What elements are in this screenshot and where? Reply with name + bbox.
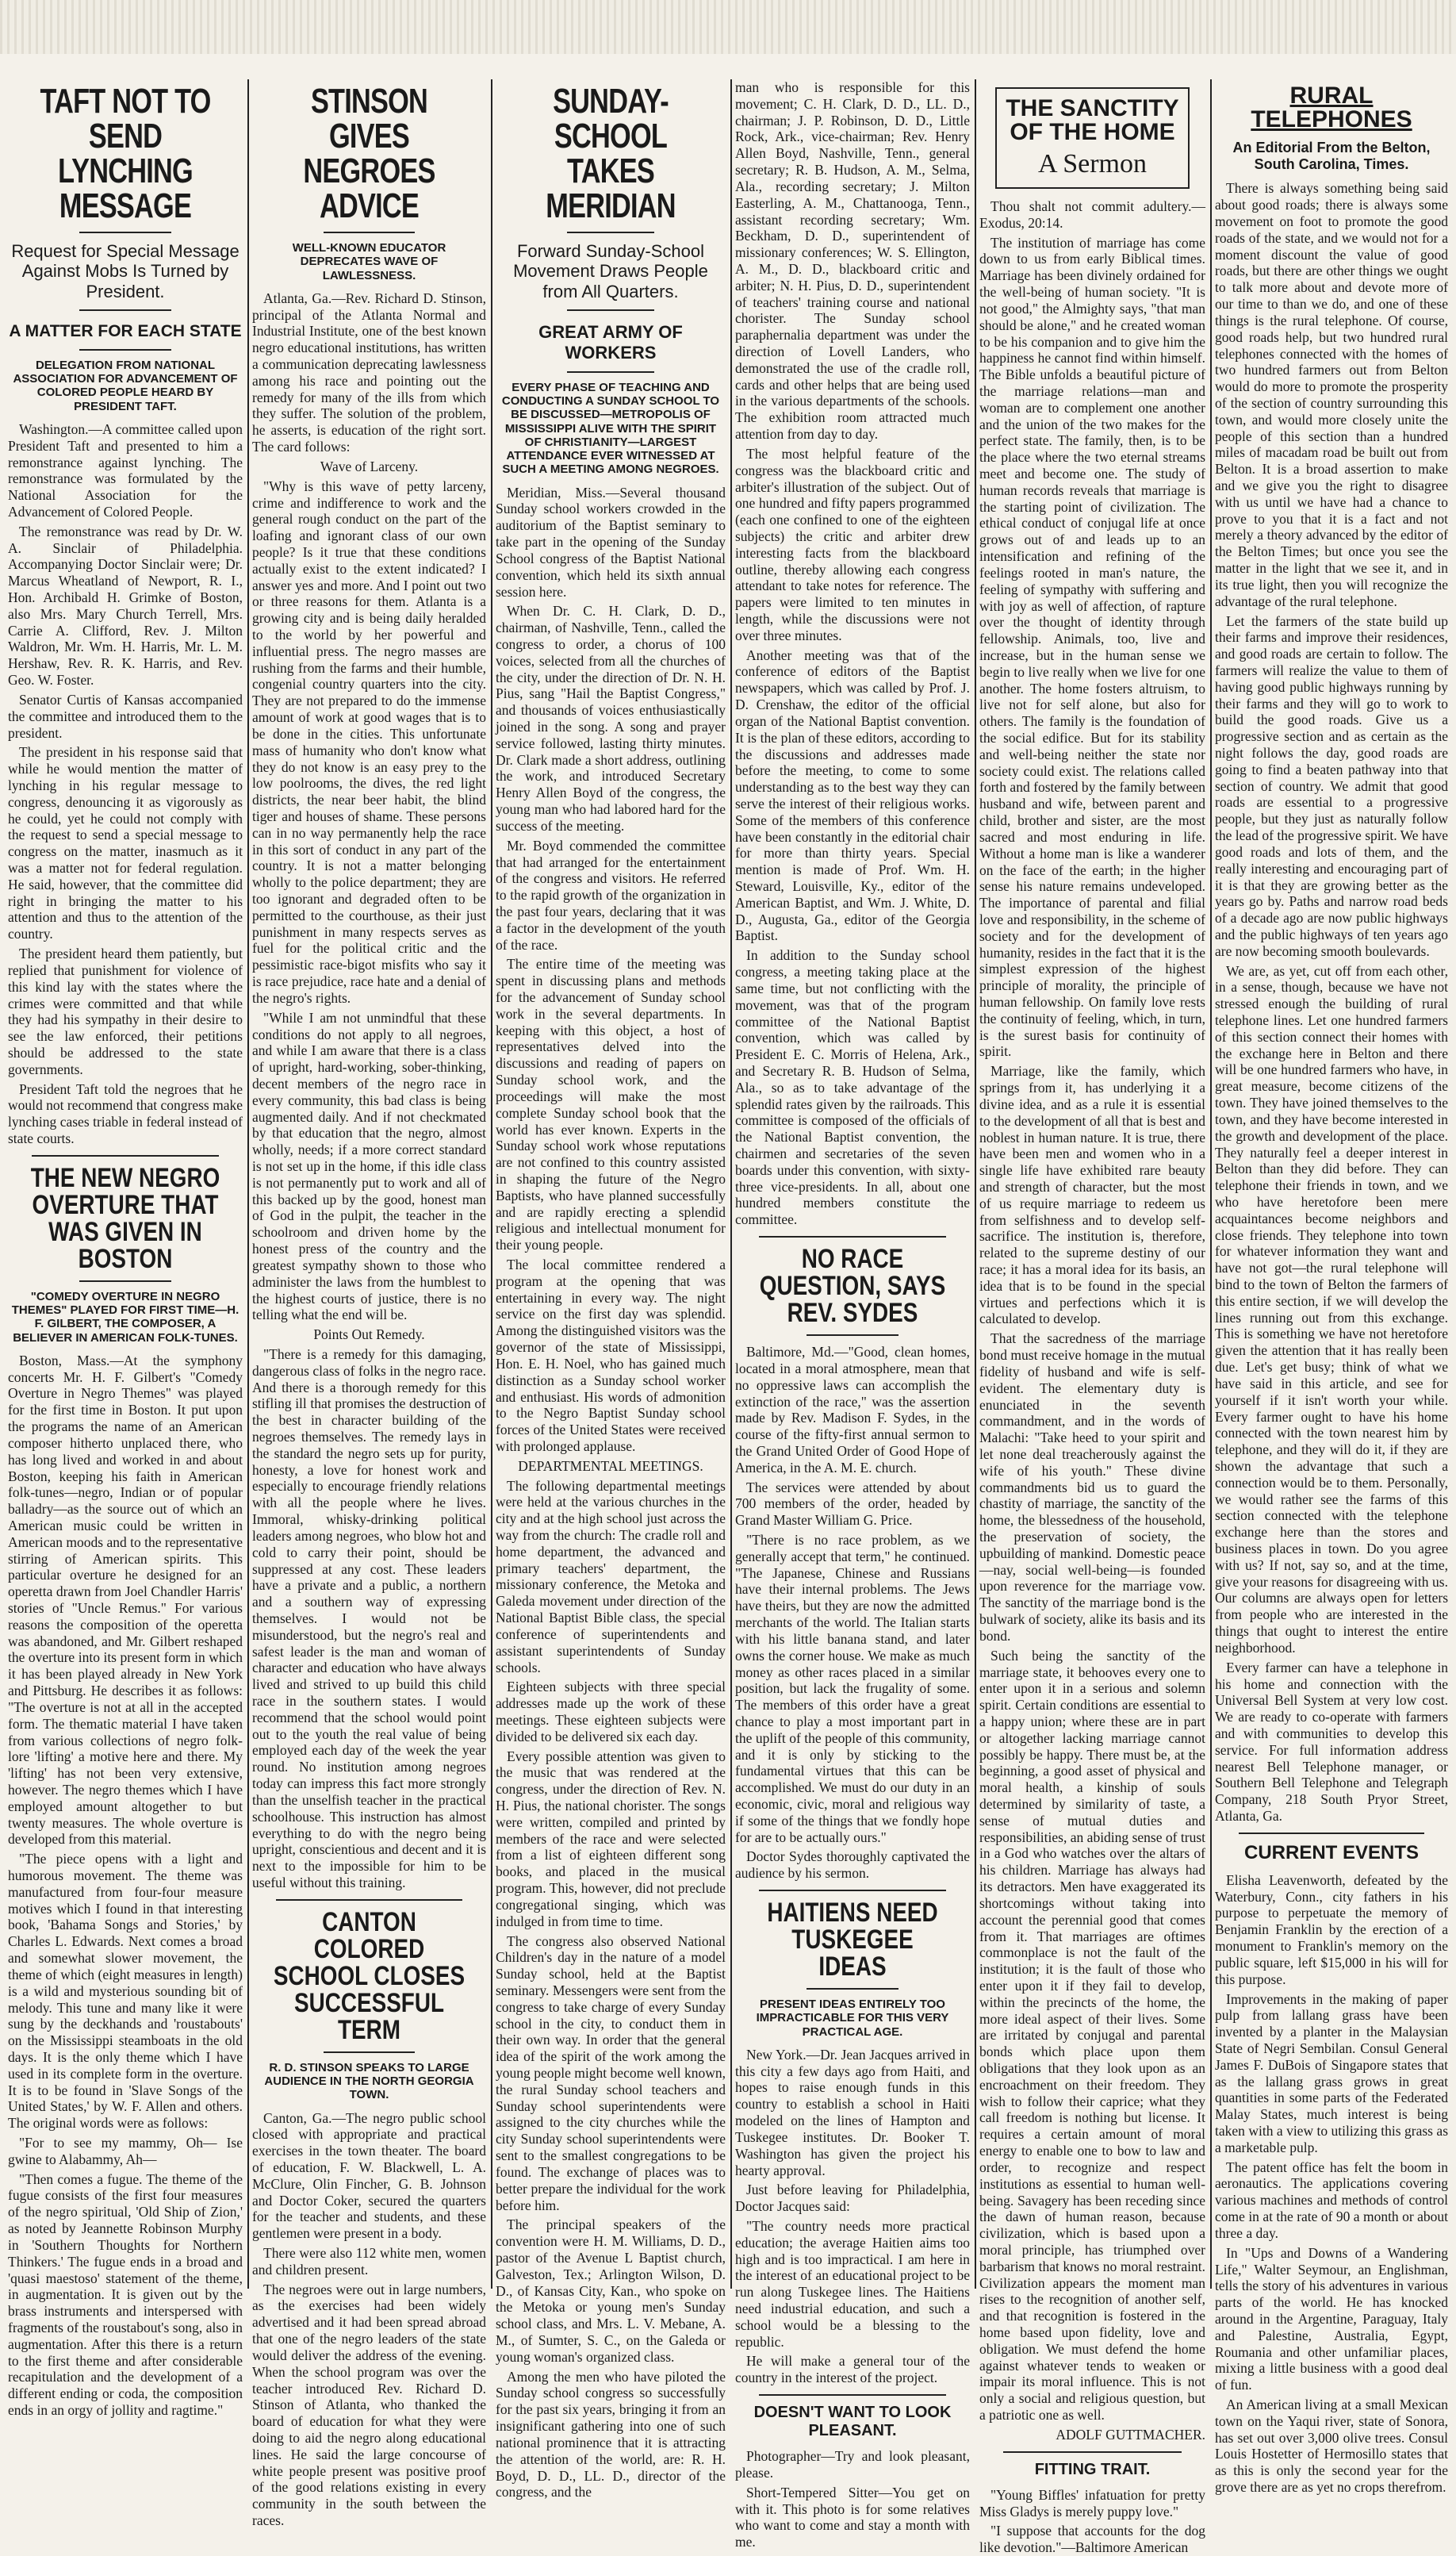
paragraph: The congress also observed National Children's day in the nature of a model Sunday school, held at the Baptist seminary. Messengers were sent from the congress to take charge of every Sunday school in the city, to conduct them in their own way. In order that the general idea of the spirit of the work among the young people might become well known, the rural Sunday school teachers and Sunday school superintendents were assigned to the city churches while the city Sunday school superintendents were sent to the smallest congregations to be found. The exchange of places was to better prepare the individual for the work before him. bbox=[496, 1932, 726, 2213]
paragraph: The patent office has felt the boom in aeronautics. The applications covering various machines and methods of control come in at the rate of 90 a month or about three a day. bbox=[1215, 2159, 1448, 2241]
paragraph: The entire time of the meeting was spent in discussing plans and methods for the advancement of Sunday school work in the several departments. In keeping with this object, a host of representatives delved into the discussions and reading of papers on Sunday school work, and the proceedings will make the most complete Sunday school book that the world has ever known. Experts in the Sunday school work whose reputations are not confined to this country assisted in shaping the future of the Negro Baptists, who have planned successfully and are rapidly erecting a splendid religious and intellectual monument for their young people. bbox=[496, 956, 726, 1253]
article-canton bbox=[252, 1906, 486, 2529]
paragraph: Such being the sanctity of the marriage state, it behooves every one to enter upon it in a serious and solemn spirit. Certain conditions are essential to a happy union; where these are in part or altogether lacking marriage cannot possibly be happy. There must be, at the beginning, a good asset of physical and moral health, a kinship of souls determined by similarity of taste, a sense of mutual duties and responsibilities, an abiding sense of trust in a God who watches over the altars of his children. Marriage has always had its detractors. Men have exaggerated its shortcomings without taking into account the perennial good that comes from it. That marriages are oftimes commonplace is not the fault of the institution; it is the fault of those who enter upon it if they fail to develop, within the precincts of the home, the more ideal aspect of their lives. Some are irritated by conjugal and parental bonds which place upon them obligations that they look upon as an encroachment on their freedom. They wish to follow their caprice; what they call freedom is nothing but license. It requires a certain amount of moral energy to enable one to bow to law and order, to recognize and respect institutions as essential to human well-being. Savagery has been receding since the dawn of human reason, because civilization, which is based upon a moral principle, has triumphed over barbarism that knows no moral restraint. Civilization appears the moment man rises to the recognition of another self, and that recognition is fostered in the home based upon fidelity, love and obligation. We must defend the home against whatever tends to weaken or impair its moral influence. This is not only a social and religious question, but a patriotic one as well. bbox=[979, 1647, 1205, 2424]
paragraph: The services were attended by about 700 members of the order, headed by Grand Master William G. Price. bbox=[735, 1479, 970, 1529]
paragraph: Marriage, like the family, which springs from it, has underlying it a divine idea, and as a rule it is essential to the development of all that is best and noblest in human nature. It is true, there have been men and women who in a single life have exhibited rare beauty and strength of character, but the most of us require marriage to redeem us from selfishness and to develop self-sacrifice. The institution is, therefore, related to the supreme destiny of our race; it has a moral idea for its basis, an idea that is to be found in the special virtues and perfections which it is calculated to develop. bbox=[979, 1063, 1205, 1327]
divider bbox=[567, 371, 654, 373]
divider bbox=[79, 1280, 171, 1282]
paragraph: Meridian, Miss.—Several thousand Sunday school workers crowded in the auditorium of the Baptist seminary to take part in the opening of the Sunday School congress of the Baptist National convention, which held its sixth annual session here. bbox=[496, 484, 726, 600]
paragraph: The negroes were out in large numbers, as the exercises had been widely advertised and it had been spread abroad that one of the negro leaders of the state would deliver the address of the evening. When the school program was over the teacher introduced Rev. Richard D. Stinson of Atlanta, who thanked the board of education for what they were doing to aid the negro along educational lines. He said the large concourse of white people present was positive proof of the good relations existing in every community in the south between the races. bbox=[252, 2281, 486, 2528]
paragraph: "I suppose that accounts for the dog like devotion."—Baltimore American bbox=[979, 2523, 1205, 2556]
subdeck: DELEGATION FROM NATIONAL ASSOCIATION FOR ADVANCEMENT OF COLORED PEOPLE HEARD BY PRESIDENT TAFT. bbox=[13, 358, 238, 413]
paragraph: "Why is this wave of petty larceny, crime and indifference to work and the general rough conduct on the part of the loafing and ignorant class of our own people? Is it true that these conditions actually exist to the extent indicated? I answer yes and more. And I point out two or three reasons for them. Atlanta is a growing city and is being daily heralded to the world by her powerful and influential press. The negro masses are rushing from the farms and their humble, congenial country quarters into the city. They are not prepared to do the immense amount of work at good wages that is to be done in the cities. This unfortunate mass of humanity who don't know what they do not know is an easy prey to the low poolrooms, the dives, the red light districts, the near beer habit, the blind tiger and houses of shame. These persons can in no way permanently help the race in this sort of conduct in any part of the country. It is not a matter belonging wholly to the police department; they are too ignorant and degraded often to be permitted to the courthouse, as their just punishment in many respects serves as fuel for the political critic and the pessimistic race-bigot misfits who say it is race prejudice, race hate and a denial of the negro's rights. bbox=[252, 478, 486, 1006]
paragraph: The president heard them patiently, but replied that punishment for violence of this kind lay with the states where the crimes were committed and that while they had his sympathy in their desire to see the law enforced, their petitions should be addressed to the state governments. bbox=[8, 946, 243, 1077]
headline: FITTING TRAIT. bbox=[1034, 2460, 1151, 2478]
divider bbox=[759, 1236, 946, 1238]
paragraph: The following departmental meetings were held at the various churches in the city and at the high school just across the way from the church: The cradle roll and home department, the advanced and primary teachers' department, the missionary conference, the Metoka and Galeda movement under direction of the National Baptist Bible class, the special conference of superintendents and assistant superintendents of Sunday schools. bbox=[496, 1477, 726, 1675]
paragraph: When Dr. C. H. Clark, D. D., chairman, of Nashville, Tenn., called the congress to order, a chorus of 100 voices, selected from all the churches of the city, under the direction of Dr. N. H. Pius, sang "Hail the Baptist Congress," and thousands of voices enthusiastically joined in the song. A song and prayer service followed, lasting thirty minutes. Dr. Clark made a short address, outlining the work, and introduced Secretary Henry Allen Boyd of the congress, the young man who had labored hard for the success of the meeting. bbox=[496, 603, 726, 834]
column-5 bbox=[979, 79, 1205, 2556]
paragraph: The principal speakers of the convention were H. M. Williams, D. D., pastor of the Avenue L Baptist church, Galveston, Tex.; Arlington Wilson, D. D., of Kansas City, Kan., who spoke on the Metoka or young men's Sunday school class, and Mrs. L. V. Mebane, A. M., of Sumter, S. C., on the Galeda or young woman's organized class. bbox=[496, 2216, 726, 2365]
column-3 bbox=[496, 79, 726, 2500]
paragraph: Another meeting was that of the conference of editors of the Baptist newspapers, which was called by Prof. J. D. Crenshaw, the editor of the official organ of the National Baptist convention. It is the plan of these editors, according to the discussions and addresses made before the meeting, to come to some understanding as to the best way they can serve the interest of their religious works. Some of the members of this conference have been constantly in the editorial chair for more than thirty years. Special mention is made of Prof. Wm. H. Steward, Louisville, Ky., editor of the American Baptist, and Wm. J. White, D. D., Augusta, Ga., editor of the Georgia Baptist. bbox=[735, 647, 970, 944]
paragraph: Short-Tempered Sitter—You get on with it. This photo is for some relatives who want to come and stay a month with me. bbox=[735, 2484, 970, 2550]
paragraph: Among the men who have piloted the Sunday school congress so successfully for the past six years, bringing it from an insignificant gathering into one of such national prominence that it is attracting the attention of the world, are: R. H. Boyd, D. D., LL. D., director of the congress, and the bbox=[496, 2368, 726, 2500]
divider bbox=[567, 309, 654, 311]
paragraph: "While I am not unmindful that these conditions do not apply to all negroes, and while I am aware that there is a class of upright, hard-working, sober-thinking, decent members of the negro race in every community, this bad class is being augmented daily. And if not checkmated by that education that the negro, almost wholly, needs; if a more correct standard is not set up in the home, if this idle class is not permanently put to work and all of this backed up by the good, honest man of God in the pulpit, the teacher in the schoolroom and driven home by the honest press of the country and the greatest sympathy shown to those who administer the laws from the humblest to the highest courts of justice, there is no telling what the end will be. bbox=[252, 1009, 486, 1323]
column-rule bbox=[491, 79, 492, 2289]
article-sanctity bbox=[979, 87, 1205, 2443]
article-fitting-trait bbox=[979, 2461, 1205, 2556]
paragraph: There were also 112 white men, women and children present. bbox=[252, 2245, 486, 2278]
epigraph: Thou shalt not commit adultery.—Exodus, 20:14. bbox=[979, 198, 1205, 231]
paragraph: Atlanta, Ga.—Rev. Richard D. Stinson, principal of the Atlanta Normal and Industrial Institute, one of the best known negro educational institutions, has written a communication deprecating lawlessness among his race and pointing out the remedy for many of the ills from which they suffer. The solution of the problem, he asserts, is education of the right sort. The card follows: bbox=[252, 290, 486, 455]
subhead: A MATTER FOR EACH STATE bbox=[9, 321, 242, 340]
headline: SUNDAY-SCHOOL TAKES MERIDIAN bbox=[546, 82, 676, 225]
paragraph: "Young Biffles' infatuation for pretty Miss Gladys is merely puppy love." bbox=[979, 2486, 1205, 2520]
column-rule bbox=[1210, 79, 1212, 2289]
paragraph: The most helpful feature of the congress was the blackboard critic and arbiter's illustration of the subject. Out of one hundred and fifty papers programmed (each one confined to one of the eighteen subjects) the critic and arbiter drew interesting facts from the blackboard outline, thereby allowing each congress attendant to take notes for reference. The papers were limited to ten minutes in length, while the discussions were not over three minutes. bbox=[735, 445, 970, 643]
crosshead: Wave of Larceny. bbox=[320, 458, 419, 474]
torn-masthead-strip bbox=[0, 0, 1456, 54]
paragraph: Doctor Sydes thoroughly captivated the audience by his sermon. bbox=[735, 1848, 970, 1882]
subdeck: PRESENT IDEAS ENTIRELY TOO IMPRACTICABLE FOR THIS VERY PRACTICAL AGE. bbox=[756, 1998, 949, 2039]
subdeck: WELL-KNOWN EDUCATOR DEPRECATES WAVE OF LAWLESSNESS. bbox=[292, 241, 446, 282]
divider bbox=[79, 309, 171, 311]
crosshead: DEPARTMENTAL MEETINGS. bbox=[518, 1457, 703, 1474]
headline: CANTON COLORED SCHOOL CLOSES SUCCESSFUL TERM bbox=[273, 1906, 466, 2045]
paragraph: He will make a general tour of the country in the interest of the project. bbox=[735, 2353, 970, 2386]
paragraph: Baltimore, Md.—"Good, clean homes, located in a moral atmosphere, mean that no oppressive laws can accomplish the extinction of the race," was the assertion made by Rev. Madison F. Sydes, in the course of the fifty-first annual sermon to the Grand United Order of Good Hope of America, in the A. M. E. church. bbox=[735, 1344, 970, 1476]
headline-sermon: A Sermon bbox=[1038, 149, 1147, 178]
crosshead: Points Out Remedy. bbox=[313, 1326, 425, 1343]
paragraph: We are, as yet, cut off from each other, in a sense, though, because we have not stressed enough the building of rural telephone lines. Let one hundred farmers of this section connect their homes with the exchange here in Belton and there will be one hundred farmers who have, in great measure, become citizens of the town. They have joined themselves to the town, and they have become interested in the growth and development of the place. They naturally feel a deeper interest in Belton than they did before. They can telephone their friends in town, and we who have heretofore been mere acquaintances become neighbors and close friends. They telephone into town for whatever information they want and have not got—the rural telephone will bind to the town of Belton the farmers of this entire section, if we will develop the lines running out from this exchange. This is something we have not heretofore given the attention that it has really been due. Let's get busy; think of what we have said in this article, and see for yourself if it isn't worth your while. Every farmer ought to have his home connected with the town nearest him by telephone, and they will do it, if they are shown the advantage that such a connection would be to them. Personally, we would rather see the farms of this section connected with the telephone exchange here than the stores and business places in town. Do you agree with us? If not, say so, and at the time, give your reasons for disagreeing with us. Our columns are always open for letters from people who are interested in the things that ought to interest the entire neighborhood. bbox=[1215, 962, 1448, 1656]
deck: An Editorial From the Belton, South Carolina, Times. bbox=[1232, 140, 1431, 172]
paragraph: In addition to the Sunday school congress, a meeting taking place at the same time, but not conflicting with the movement, was that of the program committee of the National Baptist convention, which was called by President E. C. Morris of Helena, Ark., and Secretary R. B. Hudson of Selma, Ala., so as to take advantage of the splendid rates given by the railroads. This committee is composed of the officials of the National Baptist convention, the chairmen and secretaries of the seven boards under this convention, with sixty-three vice-presidents. In all, about one hundred members constitute the committee. bbox=[735, 947, 970, 1228]
subdeck: "COMEDY OVERTURE IN NEGRO THEMES" PLAYED FOR FIRST TIME—H. F. GILBERT, THE COMPOSER, A BELIEVER IN AMERICAN FOLK-TUNES. bbox=[11, 1289, 239, 1345]
paragraph: Eighteen subjects with three special addresses made up the work of these meetings. These eighteen subjects were divided to be delivered six each day. bbox=[496, 1679, 726, 1744]
paragraph: The local committee rendered a program at the opening that was entertaining in every way. The night service on the first day was splendid. Among the distinguished visitors was the governor of the state of Mississippi, Hon. E. H. Noel, who has gained much distinction as a Sunday school worker and enthusiast. His words of admonition to the Negro Baptist Sunday school forces of the United States were received with prolonged applause. bbox=[496, 1257, 726, 1454]
column-rule bbox=[247, 79, 249, 2289]
article-rural-telephones bbox=[1215, 84, 1448, 1825]
paragraph: The institution of marriage has come down to us from early Biblical times. Marriage has been divinely ordained for the well-being of human society. "It is not good," the Almighty says, "that man should be alone," and he created woman to be his companion and to give him the happiness he cannot find within himself. The Bible unfolds a beautiful picture of the marriage relations—man and woman are to complement one another and the union of the two makes for the perfect state. The family, then, is to be the place where the two eternal streams meet and become one. The study of human records reveals that marriage is the starting point of civilization. The ethical conduct of conjugal life at once grows out of and leads up to an intensification and refining of the feelings rooted in man's nature, the feeling of sympathy with suffering and with joy as well of affection, of rapture over the thought of identity through fellowship. Animals, too, live and increase, but in the human sense we begin to live really when we live for one another. The home fosters altruism, to live not for self alone, but also for others. The family is the foundation of the social edifice. But for its stability and well-being neither the state nor society could exist. The relations called forth and fostered by the family between husband and wife, between parent and child, brother and sister, are the most sacred and most enduring in life. Without a home man is like a wanderer on the face of the earth; in the higher sense his nature remains undeveloped. The importance of parental and filial love and responsibility, in the scheme of society and for the development of humanity, resides in the fact that it is the simplest expression of the highest principle of morality, the principle of human fellowship. On family love rests the continuity of feeling, which, in turn, is the surest basis for continuity of spirit. bbox=[979, 234, 1205, 1060]
divider bbox=[324, 232, 415, 233]
headline: THE NEW NEGRO OVERTURE THAT WAS GIVEN IN BOSTON bbox=[30, 1162, 220, 1274]
deck: Request for Special Message Against Mobs Is Turned by President. bbox=[11, 241, 239, 301]
divider bbox=[276, 1899, 462, 1901]
headline: STINSON GIVES NEGROES ADVICE bbox=[303, 82, 435, 225]
divider bbox=[759, 1890, 946, 1891]
paragraph: Just before leaving for Philadelphia, Doctor Jacques said: bbox=[735, 2182, 970, 2215]
divider bbox=[759, 2394, 946, 2396]
article-sydes bbox=[735, 1245, 970, 1882]
divider bbox=[807, 1334, 899, 1336]
paragraph: President Taft told the negroes that he would not recommend that congress make lynching cases triable in federal instead of state courts. bbox=[8, 1080, 243, 1147]
paragraph: An American living at a small Mexican town on the Yaqui river, state of Sonora, has set out over 3,000 olive trees. Consul Louis Hostetter of Hermosillo states that as this is only the second year for the grove there are as yet no crops therefrom. bbox=[1215, 2397, 1448, 2496]
paragraph: In "Ups and Downs of a Wandering Life," Walter Seymour, an Englishman, tells the story of his adventures in various parts of the world. He has knocked around in the Argentine, Paraguay, Italy and Palestine, Australia, Egypt, Roumania and other unfamiliar places, mixing a little business with a good deal of fun. bbox=[1215, 2244, 1448, 2393]
paragraph: Washington.—A committee called upon President Taft and presented to him a remonstrance against lynching. The remonstrance was formulated by the National Association for the Advancement of Colored People. bbox=[8, 420, 243, 520]
paragraph: Canton, Ga.—The negro public school closed with appropriate and practical exercises in the town theater. The board of education, F. W. Blackwell, L. A. McClure, Olin Fincher, G. B. Johnson and Doctor Coker, secured the quarters for the teacher and students, and these gentlemen were present in a body. bbox=[252, 2109, 486, 2242]
article-look-pleasant bbox=[735, 2404, 970, 2550]
divider bbox=[79, 349, 171, 351]
divider bbox=[1239, 1833, 1424, 1834]
headline: DOESN'T WANT TO LOOK PLEASANT. bbox=[753, 2404, 952, 2440]
paragraph: man who is responsible for this movement; C. H. Clark, D. D., LL. D., chairman; J. P. Robinson, D. D., Little Rock, Ark., vice-chairman; Rev. Henry Allen Boyd, Nashville, Tenn., general secretary; R. B. Hudson, A. M., Selma, Ala., recording secretary; J. Milton Easterling, A. M., Chattanooga, Tenn., assistant recording secretary; Wm. Beckham, D. D., superintendent of missionary conferences; W. S. Ellington, A. M., D. D., blackboard critic and arbiter; N. H. Pius, D. D., superintendent of teachers' training course and national chorister. The Sunday school paraphernalia department was under the direction of Lovell Landers, who demonstrated the use of the cradle roll, cards and other helps that are being used in the various departments of the schools. The exhibition room attracted much attention from day to day. bbox=[735, 79, 970, 443]
paragraph: "Then comes a fugue. The theme of the fugue consists of the first four measures of the negro spiritual, 'Old Ship of Zion,' as noted by Jeannette Robinson Murphy in 'Southern Thoughts for Northern Thinkers.' The fugue ends in a broad and 'quasi maestoso' statement of the theme, in augmentation. It is given out by the brass instruments and interspersed with fragments of the roustabout's song, also in augmentation. After this there is a return to the first theme and after considerable recapitulation and the development of a different ending or coda, the composition ends in an orgy of jollity and ragtime." bbox=[8, 2170, 243, 2419]
paragraph: Senator Curtis of Kansas accompanied the committee and introduced them to the president. bbox=[8, 691, 243, 741]
article-current-events bbox=[1215, 1842, 1448, 2496]
headline: RURAL TELEPHONES bbox=[1251, 83, 1412, 132]
article-sundayschool bbox=[496, 84, 726, 2500]
headline: HAITIENS NEED TUSKEGEE IDEAS bbox=[767, 1898, 938, 1982]
paragraph: Let the farmers of the state build up their farms and improve their residences, and good roads are certain to follow. The farmers will realize the value to them of having good public highways running by their farms and they will go to work to build the good roads. Give us a progressive section and as certain as the night follows the day, good roads are going to find a beaten pathway into that section of country. We admit that good roads are essential to a progressive people, but they just as naturally follow the lead of the progressive spirit. We have good roads and lots of them, and the really interesting and encouraging part of it is that they are growing better as the years go by. Paths and narrow road beds of a decade ago are now public highways and the public highways of ten years ago are now becoming smooth boulevards. bbox=[1215, 612, 1448, 959]
paragraph: Improvements in the making of paper pulp from lallang grass have been invented by a planter in the Malaysian State of Negri Sembilan. Consul General James F. DuBois of Singapore states that as the lallang grass grows in great quantities in some parts of the Federated Malay States, much interest is being taken with a view to utilizing this grass as a marketable pulp. bbox=[1215, 1990, 1448, 2155]
subhead: GREAT ARMY OF WORKERS bbox=[538, 321, 683, 363]
column-2 bbox=[252, 79, 486, 2528]
paragraph: The president in his response said that while he would mention the matter of lynching in his regular message to congress, denouncing it as vigorously as he could, yet he could not comply with the request to send a special message to congress on the matter, inasmuch as it was a matter not for federal regulation. He said, however, that the committee did right in bringing the matter to his attention and thus to the attention of the country. bbox=[8, 744, 243, 942]
sermon-title-box bbox=[995, 87, 1190, 189]
column-rule bbox=[730, 79, 732, 2289]
paragraph: Photographer—Try and look pleasant, please. bbox=[735, 2448, 970, 2481]
divider bbox=[807, 1988, 899, 1990]
headline: THE SANCTITY OF THE HOME bbox=[1006, 95, 1179, 145]
article-taft bbox=[8, 84, 243, 1147]
article-haitiens bbox=[735, 1899, 970, 2386]
article-stinson bbox=[252, 84, 486, 1891]
column-4 bbox=[735, 79, 970, 2550]
divider bbox=[79, 232, 171, 233]
paragraph: "The country needs more practical education; the average Haitien aims too high and is too impractical. I am here in the interest of an educational project to be run along Tuskegee lines. The Haitiens need industrial education, and such a school would be a blessing to the republic. bbox=[735, 2217, 970, 2350]
paragraph: Every possible attention was given to the music that was rendered at the congress, under the direction of Rev. N. H. Pius, the national chorister. The songs were written, compiled and printed by members of the race and were selected from a list of eighteen different song books, and placed in the musical program. This, however, did not preclude congregational singing, which was indulged in from time to time. bbox=[496, 1748, 726, 1929]
verse: "For to see my mammy, Oh— Ise gwine to Alabammy, Ah— bbox=[8, 2135, 243, 2167]
headline: TAFT NOT TO SEND LYNCHING MESSAGE bbox=[40, 82, 211, 225]
divider bbox=[324, 2051, 415, 2053]
column-rule bbox=[975, 79, 976, 2289]
headline: NO RACE QUESTION, SAYS REV. SYDES bbox=[759, 1244, 946, 1329]
divider bbox=[32, 1155, 219, 1157]
paragraph: "The piece opens with a light and humorous movement. The theme was manufactured from four-four measure motives which I found in that interesting book, 'Bahama Songs and Stories,' by Charles L. Edwards. Next comes a broad and somewhat slower movement, the theme of which (eight measures in length) is a wild and mysterious sounding bit of melody. This tune and many like it were sung by the deckhands and 'roustabouts' on the Mississippi steamboats in the old days. It is the only theme which I have used in its complete form in the overture. It is to be found in 'Slave Songs of the United States,' by W. F. Allen and others. The original words were as follows: bbox=[8, 1851, 243, 2132]
paragraph: "There is no race problem, as we generally accept that term," he continued. "The Japanese, Chinese and Russians have their internal problems. The Jews have theirs, but they are now the admitted merchants of the world. The Italian starts with his little banana stand, and later owns the corner house. We make as much money as other races placed in a similar position, but lack the frugality of some. The members of this order have a great chance to play a most important part in the uplift of the people of this community, and it is only by sticking to the fundamental virtues that this can be accomplished. We must do our duty in an economic, civic, moral and religious way if some of the things that we fondly hope for are to be actually ours." bbox=[735, 1532, 970, 1845]
article-sundayschool-continued bbox=[735, 79, 970, 1228]
paragraph: New York.—Dr. Jean Jacques arrived in this city a few days ago from Haiti, and hopes to raise enough funds in this country to establish a school in Haiti modeled on the lines of Hampton and Tuskegee institutes. Dr. Booker T. Washington has given the project his hearty approval. bbox=[735, 2046, 970, 2178]
paragraph: That the sacredness of the marriage bond must receive homage in the mutual fidelity of husband and wife is self-evident. The elementary duty is enunciated in the seventh commandment, and in the words of Malachi: "Take heed to your spirit and let none deal treacherously against the wife of his youth." These divine commandments bid us to guard the chastity of marriage, the sanctity of the home, the blessedness of the household, the preservation of society, the upbuilding of mankind. Domestic peace—nay, social well-being—is founded upon reverence for the marriage vow. The sanctity of the marriage bond is the bulwark of society, alike its basis and its bond. bbox=[979, 1330, 1205, 1644]
paragraph: There is always something being said about good roads; there is always some movement on foot to promote the good roads of the state, and we would not for a moment discount the value of good roads, but there are other things we ought to talk more about and devote more of our time to than we do, and one of these things is the rural telephone. Of course, good roads help, but two hundred rural telephones connected with the homes of two hundred farmers out from Belton would do more to promote the prosperity of the section of country surrounding this town, and would more closely unite the people of this section than a hundred miles of macadam road be built out from Belton. It is a broad assertion to make and we give you the right to disagree with us until we have had a chance to prove to you that it is a fact and not merely a theory advanced by the editor of the Belton Times; but once you see the matter in the light that we see it, and in its true light, then you will recognize the advantage of the rural telephone. bbox=[1215, 180, 1448, 609]
paragraph: "There is a remedy for this damaging, dangerous class of folks in the negro race. And there is a thorough remedy for this stifling ill that promises the destruction of the best in character building of the negroes themselves. The remedy lays in the standard the negro sets up for purity, honesty, a love for honest work and especially to encourage friendly relations with all the people where he lives. Immoral, whisky-drinking political leaders among negroes, who blow hot and cold to carry their point, should be suppressed at any cost. These leaders have a private and a public, a northern and a southern way of expressing themselves. I would not be misunderstood, but the negro's real and safest leader is the man and woman of character and education who have always lived and strived to up build this child race in the southern states. I would recommend that the school would point out to the youth the real value of being employed each day of the week the year round. No institution among negroes today can impress this fact more strongly than the unselfish teacher in the practical schoolhouse. This instruction has almost everything to do with the negro being upright, conscientious and decent and it is next to the impossible for him to be useful without this training. bbox=[252, 1345, 486, 1890]
column-1 bbox=[8, 79, 243, 2419]
paragraph: Every farmer can have a telephone in his home and connection with the Universal Bell System at very low cost. We are ready to co-operate with farmers and with communities to develop this service. For full information address nearest Bell Telephone manager, or Southern Bell Telephone and Telegraph Company, 218 South Pryor Street, Atlanta, Ga. bbox=[1215, 1659, 1448, 1824]
byline: ADOLF GUTTMACHER. bbox=[1056, 2426, 1205, 2443]
divider bbox=[1003, 2451, 1182, 2453]
deck: Forward Sunday-School Movement Draws People from All Quarters. bbox=[513, 241, 708, 301]
headline: CURRENT EVENTS bbox=[1243, 1841, 1420, 1863]
paragraph: Elisha Leavenworth, defeated by the Waterbury, Conn., city fathers in his purpose to perpetuate the memory of Benjamin Franklin by the erection of a monument to Franklin's memory on the public square, left $15,000 in his will for this purpose. bbox=[1215, 1871, 1448, 1987]
paragraph: The remonstrance was read by Dr. W. A. Sinclair of Philadelphia. Accompanying Doctor Sinclair were; Dr. Marcus Wheatland of Newport, R. I., Hon. Archibald H. Grimke of Boston, also Mrs. Mary Church Terrell, Mrs. Carrie A. Clifford, Rev. J. Milton Waldron, Mr. Wm. H. Harris, Mr. L. M. Hershaw, Rev. R. K. Harris, and Rev. Geo. W. Foster. bbox=[8, 523, 243, 689]
article-overture bbox=[8, 1162, 243, 2419]
subdeck: EVERY PHASE OF TEACHING AND CONDUCTING A SUNDAY SCHOOL TO BE DISCUSSED—METROPOLIS OF MISSISSIPPI ALIVE WITH THE SPIRIT OF CHRISTIANITY—LARGEST ATTENDANCE EVER WITNESSED AT SUCH A MEETING AMONG NEGROES. bbox=[501, 380, 720, 477]
subdeck: R. D. STINSON SPEAKS TO LARGE AUDIENCE IN THE NORTH GEORGIA TOWN. bbox=[264, 2060, 474, 2102]
paragraph: Boston, Mass.—At the symphony concerts Mr. H. F. Gilbert's "Comedy Overture in Negro Themes" was played for the first time in Boston. It put upon the programs the name of an American composer hitherto unplaced there, who has long lived and worked in and about Boston, keeping his faith in American folk-tunes—negro, Indian or of popular balladry—as the source out of which an American music could be written in American moods and to the representative stirring of American spirits. This particular overture he designed for an operetta drawn from Joel Chandler Harris' stories of "Uncle Remus." For various reasons the composition of the operetta was abandoned, and Mr. Gilbert reshaped the overture into its present form in which it has been played already in New York and Pittsburg. He describes it as follows: "The overture is not at all in the accepted form. The thematic material I have taken from various collections of negro folk-lore 'lifting' a motive here and there. My 'lifting' has not been very extensive, however. The negro themes which I have employed amount altogether to but twenty measures. The whole overture is developed from this material. bbox=[8, 1352, 243, 1848]
paragraph: Mr. Boyd commended the committee that had arranged for the entertainment of the congress and visitors. He referred to the rapid growth of the organization in the past four years, declaring that it was a factor in the development of the youth of the race. bbox=[496, 837, 726, 953]
divider bbox=[567, 232, 654, 233]
column-6 bbox=[1215, 79, 1448, 2496]
